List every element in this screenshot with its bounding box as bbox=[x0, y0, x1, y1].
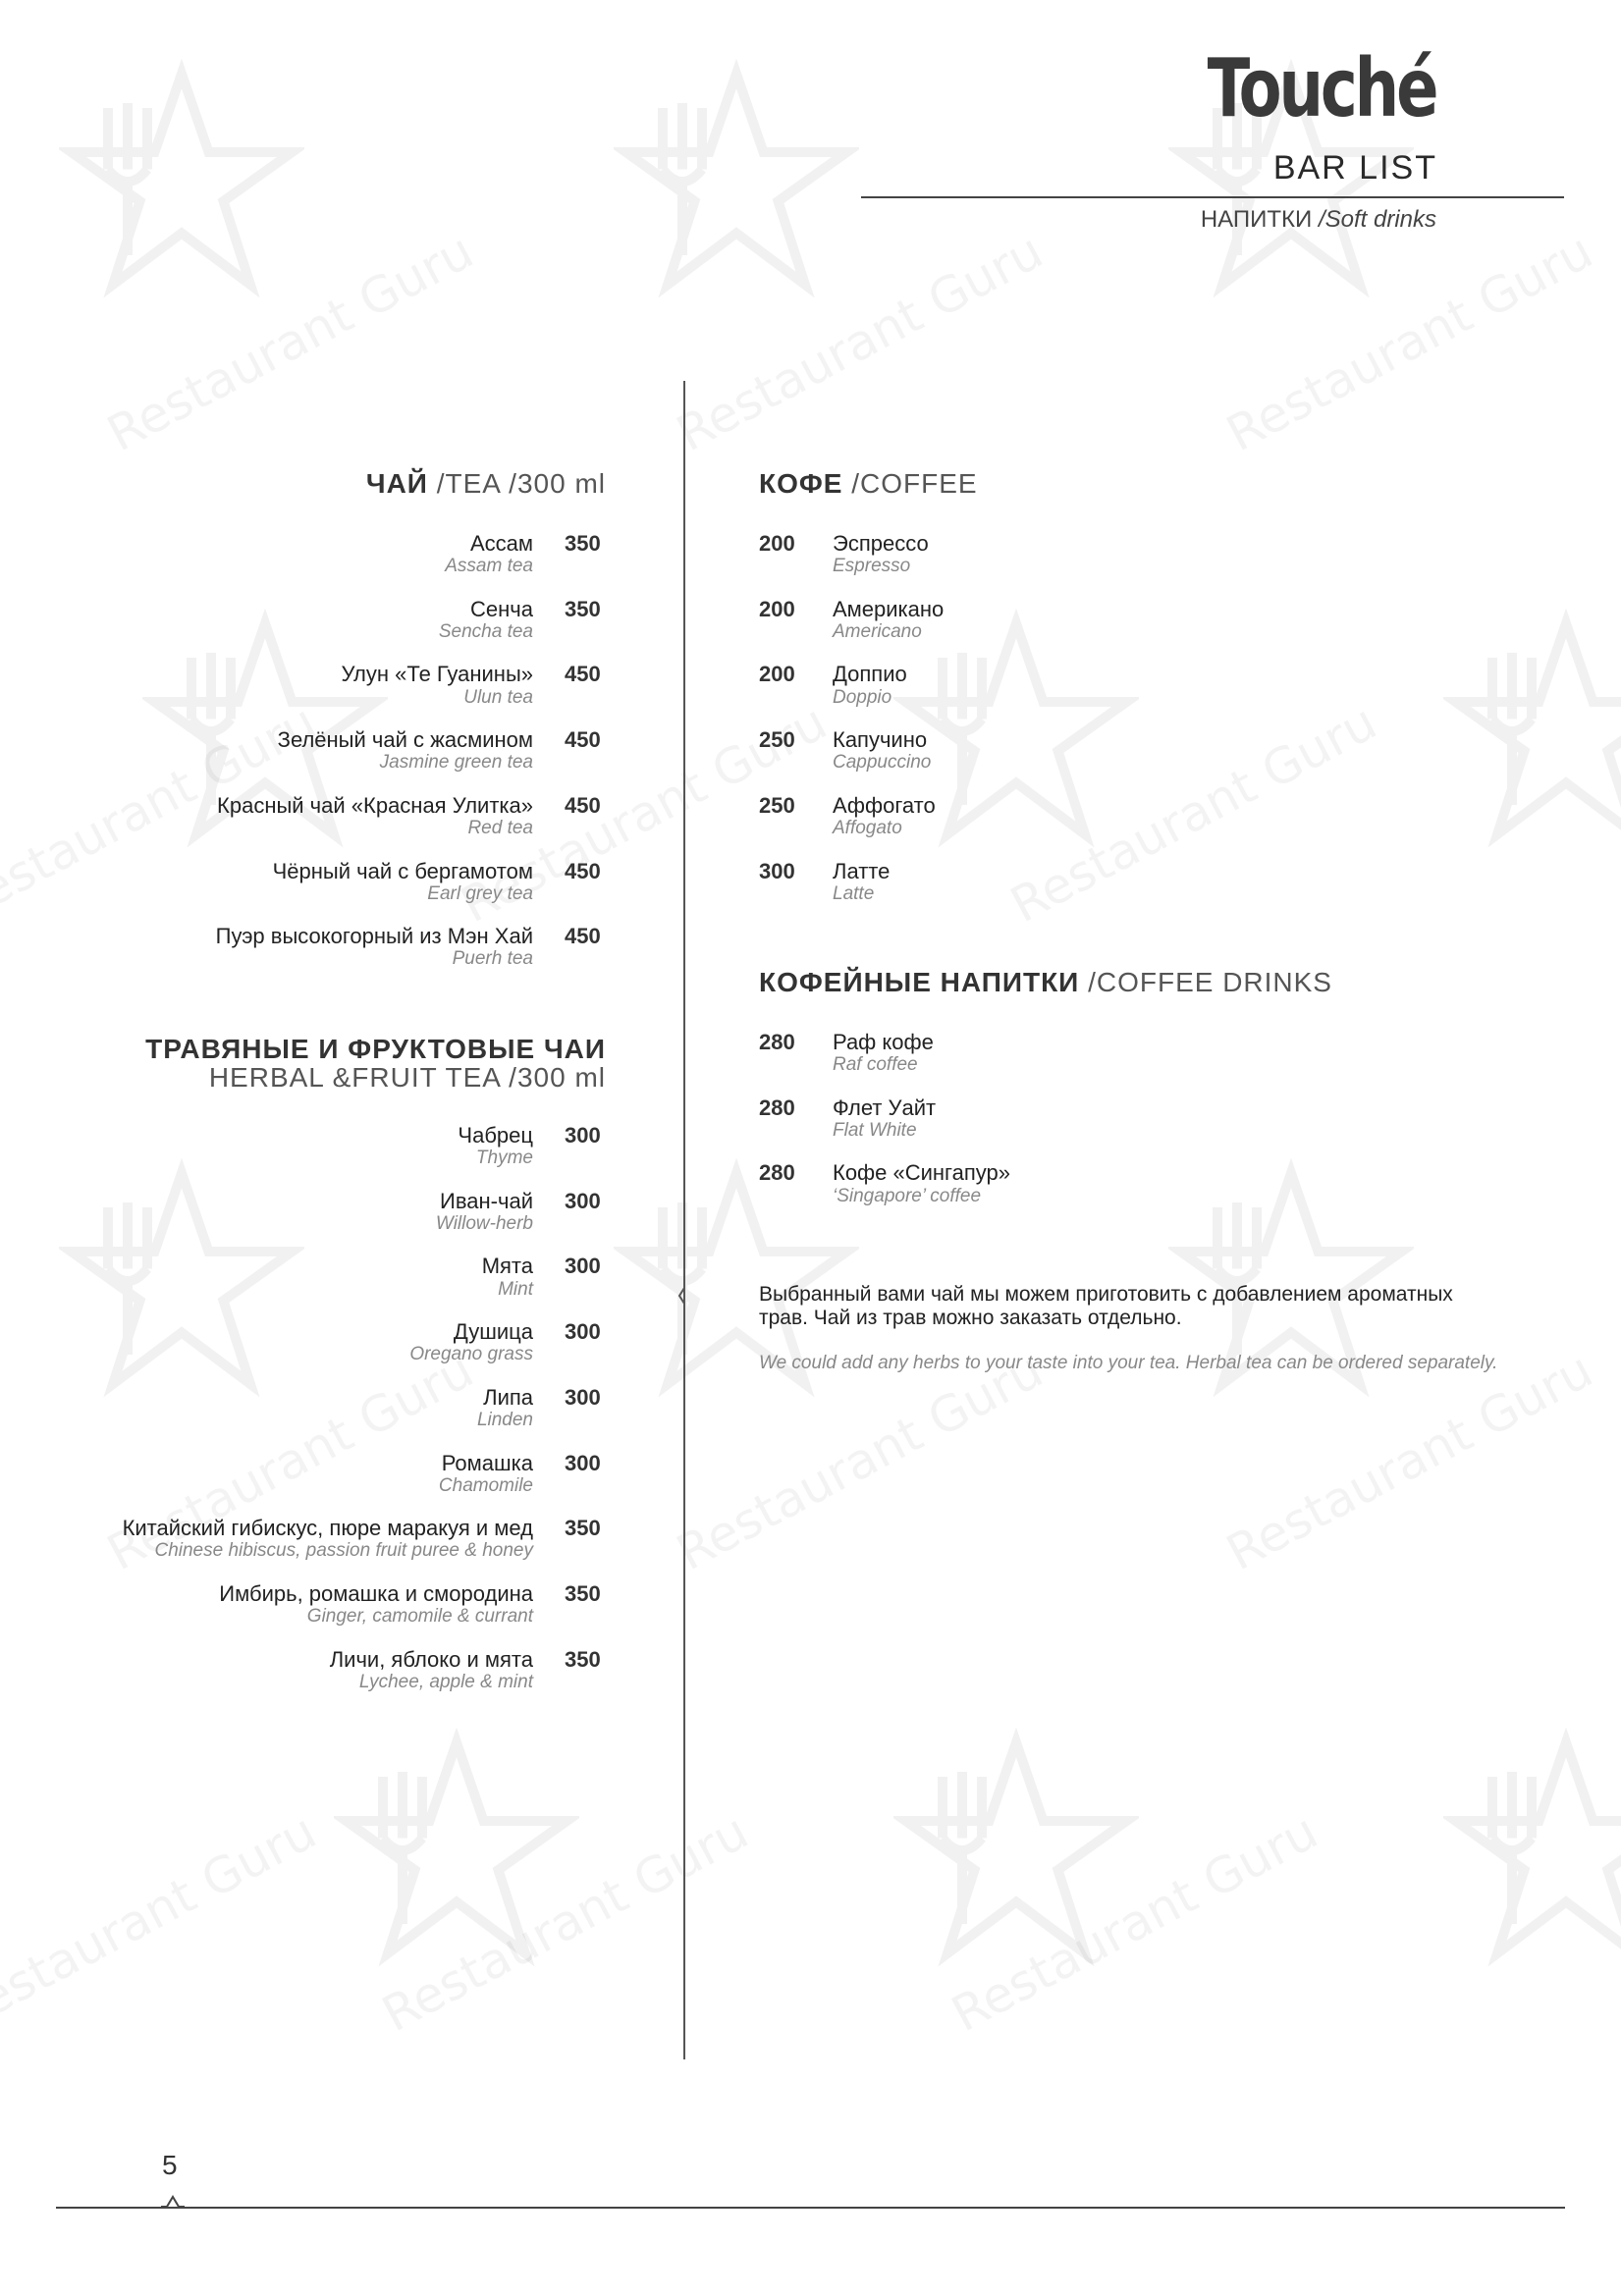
menu-item-price: 300 bbox=[565, 1384, 601, 1410]
menu-item bbox=[458, 1124, 533, 1170]
menu-item-name-en: Red tea bbox=[467, 817, 533, 838]
menu-item bbox=[273, 860, 533, 906]
menu-item bbox=[445, 532, 533, 578]
coffee-title-en: /COFFEE bbox=[842, 468, 978, 499]
menu-item bbox=[330, 1648, 533, 1694]
menu-item-price: 300 bbox=[565, 1188, 601, 1213]
tea-title-en: /TEA /300 ml bbox=[427, 468, 606, 499]
menu-item-name-ru: Капучино bbox=[833, 727, 928, 753]
menu-item-name-en: Cappuccino bbox=[833, 752, 932, 774]
herbs-note-en: We could add any herbs to your taste into your tea. Herbal tea can be ordered separately. bbox=[759, 1353, 1498, 1373]
menu-item-price: 300 bbox=[565, 1450, 601, 1475]
watermark-fork-star-icon bbox=[1443, 609, 1621, 854]
menu-item-price: 280 bbox=[759, 1030, 795, 1054]
column-divider bbox=[683, 381, 685, 2059]
menu-item-name-ru: Американо bbox=[833, 596, 945, 621]
menu-item-name-ru: Красный чай «Красная Улитка» bbox=[217, 792, 533, 818]
subtitle-ru: НАПИТКИ bbox=[1200, 206, 1313, 233]
menu-item-price: 350 bbox=[565, 1516, 601, 1541]
watermark-fork-star-icon bbox=[1443, 1728, 1621, 1973]
menu-item bbox=[833, 663, 907, 709]
watermark-text bbox=[98, 222, 482, 462]
coffee-title-ru: КОФЕ bbox=[759, 468, 843, 499]
bar-list-heading: BAR LIST bbox=[1272, 149, 1437, 187]
menu-item bbox=[833, 598, 944, 644]
watermark-text bbox=[373, 1802, 757, 2043]
menu-item-name-en: Lychee, apple & mint bbox=[358, 1671, 533, 1692]
menu-item bbox=[477, 1386, 533, 1432]
menu-item-price: 280 bbox=[759, 1095, 795, 1120]
menu-item-price: 280 bbox=[759, 1160, 795, 1186]
menu-item bbox=[216, 925, 533, 971]
menu-item-name-ru: Латте bbox=[833, 858, 891, 883]
menu-item-name-en: Jasmine green tea bbox=[379, 752, 533, 774]
menu-item-name-ru: Ассам bbox=[469, 531, 533, 556]
menu-item-name-ru: Пуэр высокогорный из Мэн Хай bbox=[215, 924, 533, 949]
menu-item-name-ru: Раф кофе bbox=[833, 1030, 934, 1054]
menu-item-name-en: Mint bbox=[498, 1278, 533, 1300]
watermark-fork-star-icon bbox=[59, 59, 304, 304]
menu-item-name-en: Espresso bbox=[833, 556, 911, 577]
menu-item bbox=[439, 1452, 533, 1498]
menu-item-price: 350 bbox=[565, 596, 601, 621]
menu-item-price: 250 bbox=[759, 727, 795, 753]
menu-item-price: 200 bbox=[759, 662, 795, 687]
menu-item-price: 450 bbox=[565, 727, 601, 753]
menu-item-name-ru: Эспрессо bbox=[833, 531, 929, 556]
tea-title-ru: ЧАЙ bbox=[365, 468, 428, 499]
herbal-title-ru: ТРАВЯНЫЕ И ФРУКТОВЫЕ ЧАИ bbox=[145, 1034, 606, 1064]
watermark-text bbox=[1217, 1341, 1601, 1581]
menu-item-name-en: Chamomile bbox=[438, 1474, 533, 1496]
menu-item-name-en: Ulun tea bbox=[463, 686, 533, 708]
menu-item-name-en: Linden bbox=[476, 1409, 533, 1430]
coffee-drinks-title-en: /COFFEE DRINKS bbox=[1079, 967, 1332, 997]
menu-item-name-ru: Аффогато bbox=[833, 792, 936, 818]
menu-item bbox=[833, 532, 929, 578]
menu-item-name-ru: Липа bbox=[483, 1384, 533, 1410]
menu-item-price: 350 bbox=[565, 1580, 601, 1606]
menu-item-name-ru: Кофе «Сингапур» bbox=[833, 1160, 1010, 1186]
menu-item-name-ru: Ромашка bbox=[441, 1450, 533, 1475]
menu-item bbox=[833, 1031, 934, 1077]
coffee-drinks-title-ru: КОФЕЙНЫЕ НАПИТКИ bbox=[759, 967, 1080, 997]
subtitle-en: /Soft drinks bbox=[1312, 206, 1436, 233]
watermark-fork-star-icon bbox=[614, 59, 859, 304]
menu-item-name-en: Oregano grass bbox=[409, 1344, 533, 1365]
menu-item-name-en: ‘Singapore’ coffee bbox=[833, 1185, 982, 1206]
menu-item-price: 250 bbox=[759, 792, 795, 818]
menu-item bbox=[409, 1320, 533, 1366]
divider-notch bbox=[677, 1276, 691, 1315]
watermark-text bbox=[0, 1802, 325, 2043]
menu-item bbox=[278, 728, 533, 774]
menu-item-name-en: Sencha tea bbox=[438, 620, 533, 642]
menu-item-name-ru: Сенча bbox=[470, 596, 533, 621]
menu-item-name-en: Thyme bbox=[475, 1148, 533, 1169]
watermark-text bbox=[1001, 693, 1385, 934]
menu-item-name-en: Latte bbox=[833, 882, 875, 904]
watermark-text bbox=[668, 1341, 1052, 1581]
menu-item-name-ru: Зелёный чай с жасмином bbox=[277, 727, 533, 753]
menu-item bbox=[439, 598, 533, 644]
menu-item-name-ru: Чёрный чай с бергамотом bbox=[272, 858, 533, 883]
menu-item-price: 350 bbox=[565, 1646, 601, 1672]
menu-item bbox=[833, 1096, 936, 1143]
coffee-drinks-section-title bbox=[759, 966, 1332, 999]
brand-logo: Touché bbox=[1207, 42, 1435, 135]
watermark-fork-star-icon bbox=[334, 1728, 579, 1973]
menu-item bbox=[833, 1161, 1010, 1207]
menu-item-price: 450 bbox=[565, 792, 601, 818]
watermark-fork-star-icon bbox=[59, 1158, 304, 1404]
menu-item-name-ru: Чабрец bbox=[458, 1123, 533, 1148]
herbal-section-subtitle: HERBAL &FRUIT TEA /300 ml bbox=[208, 1062, 606, 1093]
menu-item bbox=[482, 1255, 533, 1301]
menu-item-name-ru: Улун «Те Гуанины» bbox=[341, 662, 533, 687]
menu-item-name-en: Ginger, camomile & currant bbox=[306, 1606, 533, 1628]
menu-item-name-en: Flat White bbox=[833, 1119, 917, 1141]
menu-item-price: 300 bbox=[565, 1319, 601, 1345]
menu-item-price: 200 bbox=[759, 596, 795, 621]
menu-item-name-en: Willow-herb bbox=[435, 1212, 533, 1234]
menu-item-price: 450 bbox=[565, 924, 601, 949]
footer-notch bbox=[161, 2195, 185, 2209]
menu-item bbox=[833, 794, 936, 840]
menu-item bbox=[342, 663, 533, 709]
page-number: 5 bbox=[162, 2150, 178, 2180]
menu-item-price: 450 bbox=[565, 858, 601, 883]
menu-item-name-ru: Мята bbox=[481, 1254, 533, 1279]
menu-item bbox=[833, 860, 890, 906]
menu-item-name-en: Puerh tea bbox=[452, 948, 533, 970]
menu-item bbox=[436, 1190, 533, 1236]
menu-item bbox=[833, 728, 931, 774]
menu-item-price: 450 bbox=[565, 662, 601, 687]
menu-item-name-ru: Китайский гибискус, пюре маракуя и мед bbox=[122, 1516, 533, 1541]
menu-item bbox=[219, 1582, 533, 1629]
menu-item-price: 300 bbox=[759, 858, 795, 883]
page-subtitle bbox=[1201, 206, 1436, 235]
menu-item-price: 300 bbox=[565, 1254, 601, 1279]
tea-section-title bbox=[366, 467, 606, 501]
menu-item-name-ru: Душица bbox=[453, 1319, 533, 1345]
menu-item-name-en: Raf coffee bbox=[833, 1054, 918, 1076]
menu-item-name-en: Assam tea bbox=[445, 556, 533, 577]
menu-item-name-en: Chinese hibiscus, passion fruit puree & honey bbox=[154, 1540, 533, 1562]
menu-item-name-en: Americano bbox=[833, 620, 922, 642]
menu-item bbox=[123, 1517, 533, 1563]
menu-item-name-ru: Флет Уайт bbox=[833, 1095, 937, 1120]
menu-item-name-ru: Имбирь, ромашка и смородина bbox=[219, 1580, 533, 1606]
watermark-text bbox=[943, 1802, 1326, 2043]
menu-item bbox=[217, 794, 533, 840]
menu-item-name-ru: Иван-чай bbox=[440, 1188, 533, 1213]
header-rule bbox=[861, 196, 1564, 198]
menu-item-name-en: Affogato bbox=[833, 817, 902, 838]
watermark-text bbox=[668, 222, 1052, 462]
footer-rule bbox=[56, 2207, 1565, 2209]
menu-item-name-ru: Доппио bbox=[833, 662, 907, 687]
menu-item-name-ru: Личи, яблоко и мята bbox=[329, 1646, 533, 1672]
watermark-fork-star-icon bbox=[893, 1728, 1139, 1973]
menu-item-name-en: Earl grey tea bbox=[427, 882, 533, 904]
herbs-note-ru: Выбранный вами чай мы можем приготовить с добавлением ароматных трав. Чай из трав можно заказать отдельно. bbox=[759, 1283, 1453, 1329]
menu-item-price: 350 bbox=[565, 531, 601, 556]
coffee-section-title bbox=[759, 467, 978, 501]
menu-item-name-en: Doppio bbox=[833, 686, 892, 708]
menu-item-price: 300 bbox=[565, 1123, 601, 1148]
watermark-text bbox=[1217, 222, 1601, 462]
menu-item-price: 200 bbox=[759, 531, 795, 556]
